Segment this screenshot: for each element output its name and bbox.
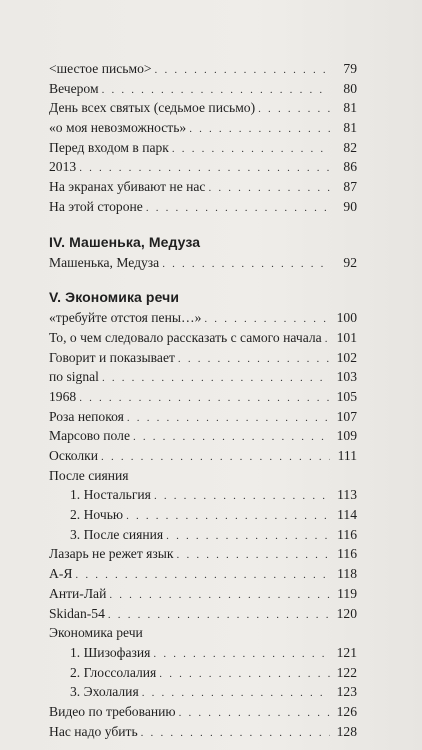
dot-leader — [258, 100, 330, 120]
toc-entry-title: Осколки — [49, 448, 99, 463]
toc-entry — [49, 328, 357, 348]
toc-entry-page-number: 120 — [336, 605, 357, 621]
dot-leader — [146, 199, 330, 219]
toc-entry — [49, 426, 357, 446]
toc-entry — [49, 59, 357, 79]
dot-leader — [109, 586, 330, 606]
toc-entry-page-number: 100 — [336, 310, 357, 326]
toc-entry — [49, 308, 357, 328]
dot-leader — [153, 645, 330, 665]
toc-entry-title: Перед входом в парк — [49, 139, 169, 155]
toc-entry — [49, 177, 357, 197]
toc-entry — [49, 118, 357, 138]
toc-entry-page-number: 81 — [343, 120, 357, 136]
toc-entry-title: На этой стороне — [49, 198, 143, 214]
toc-entry — [49, 466, 357, 486]
toc-entry-title: Skidan-54 — [49, 605, 105, 621]
toc-entry — [49, 485, 357, 505]
dot-leader — [101, 448, 330, 468]
toc-entry-page-number: 101 — [336, 329, 357, 345]
dot-leader — [166, 527, 330, 547]
toc-entry — [49, 446, 357, 466]
toc-entry-page-number: 111 — [337, 448, 357, 463]
dot-leader — [325, 330, 330, 350]
toc-entry — [49, 663, 357, 683]
toc-entry-title: На экранах убивают не нас — [49, 179, 206, 195]
toc-entry-page-number: 109 — [336, 428, 357, 444]
toc-entry-title: После сияния — [49, 467, 129, 483]
toc-entry-page-number: 102 — [336, 349, 357, 365]
toc-entry — [49, 98, 357, 118]
toc-entry-title: Роза непокоя — [49, 408, 124, 424]
toc-entry — [49, 623, 357, 643]
toc-entry — [49, 387, 357, 407]
toc-entry — [49, 604, 357, 624]
section-v-entries — [49, 308, 357, 741]
toc-entry — [49, 505, 357, 525]
toc-entry-title: Видео по требованию — [49, 703, 176, 719]
toc-entry-page-number: 107 — [336, 408, 357, 424]
toc-entry — [49, 682, 357, 702]
toc-entry-title: То, о чем следовало рассказать с самого начала — [49, 329, 322, 345]
toc-entry-page-number: 103 — [336, 369, 357, 385]
toc-entry-page-number: 90 — [343, 198, 357, 214]
dot-leader — [154, 487, 330, 507]
toc-entry — [49, 367, 357, 387]
toc-entry-page-number: 81 — [343, 100, 357, 116]
dot-leader — [133, 428, 330, 448]
toc-entry — [49, 702, 357, 722]
dot-leader — [177, 546, 330, 566]
toc-entry-title: Говорит и показывает — [49, 349, 175, 365]
dot-leader — [127, 409, 330, 429]
toc-entry-title: по signal — [49, 369, 99, 385]
toc-entry — [49, 525, 357, 545]
toc-entry — [49, 407, 357, 427]
toc-entry-page-number: 87 — [343, 179, 357, 195]
dot-leader — [162, 255, 330, 275]
toc-entry — [49, 157, 357, 177]
toc-entry — [49, 197, 357, 217]
toc-entry-page-number: 86 — [343, 159, 357, 175]
toc-entry-page-number: 113 — [337, 487, 357, 503]
toc-entry-title: 1968 — [49, 388, 77, 404]
toc-entry-title: 2. Ночью — [70, 507, 124, 523]
toc-entry-title: Марсово поле — [49, 428, 130, 444]
toc-entry-title: 3. После сияния — [70, 526, 164, 542]
dot-leader — [141, 724, 330, 744]
dot-leader — [189, 120, 330, 140]
toc-entry — [49, 253, 357, 273]
toc-entry — [49, 138, 357, 158]
toc-entry-page-number: 116 — [337, 526, 357, 542]
toc-entry — [49, 643, 357, 663]
dot-leader — [102, 369, 330, 389]
dot-leader — [178, 350, 330, 370]
toc-entry-title: «о моя невозможность» — [49, 120, 187, 136]
toc-entry-page-number: 122 — [336, 664, 357, 680]
toc-entry — [49, 79, 357, 99]
toc-entry-page-number: 116 — [337, 546, 357, 562]
dot-leader — [179, 704, 330, 724]
toc-entry-page-number: 128 — [336, 723, 357, 739]
dot-leader — [172, 140, 330, 160]
toc-entry-title: «требуйте отстоя пены…» — [49, 310, 202, 326]
section-iv-entries — [49, 253, 357, 273]
toc-entry — [49, 722, 357, 742]
toc-entry-title: Лазарь не режет язык — [49, 546, 174, 562]
dot-leader — [208, 179, 330, 199]
toc-entry-page-number: 92 — [343, 254, 357, 270]
toc-entry — [49, 544, 357, 564]
toc-entry-title: <шестое письмо> — [49, 61, 152, 76]
toc-entry-title: 2013 — [49, 159, 77, 175]
toc-entry-page-number: 118 — [337, 566, 357, 582]
toc-entry — [49, 348, 357, 368]
dot-leader — [159, 665, 330, 685]
toc-entry-title: Нас надо убить — [49, 723, 138, 739]
toc-entry-title: А-Я — [49, 566, 73, 582]
toc-entry-title: Машенька, Медуза — [49, 254, 160, 270]
toc-entry-page-number: 121 — [336, 644, 357, 660]
table-of-contents — [49, 59, 357, 741]
section-heading-v: V. Экономика речи — [49, 289, 180, 306]
dot-leader — [75, 566, 330, 586]
toc-entry-page-number: 119 — [337, 585, 357, 601]
section-heading-iv: IV. Машенька, Медуза — [49, 233, 201, 250]
toc-entry-title: Экономика речи — [49, 625, 143, 641]
toc-entry-title: Вечером — [49, 80, 99, 96]
toc-entry-page-number: 114 — [337, 507, 357, 523]
toc-entry-page-number: 105 — [336, 388, 357, 404]
toc-entry-title: 2. Глоссолалия — [70, 664, 157, 680]
toc-entry — [49, 564, 357, 584]
toc-entry-title: День всех святых (седьмое письмо) — [49, 100, 256, 116]
toc-entry-page-number: 126 — [336, 703, 357, 719]
toc-entry-title: 3. Эхолалия — [70, 684, 139, 700]
toc-entry-page-number: 80 — [343, 80, 357, 96]
dot-leader — [155, 61, 330, 81]
toc-entry — [49, 584, 357, 604]
toc-entry-title: 1. Шизофазия — [70, 644, 151, 660]
toc-entry-title: Анти-Лай — [49, 585, 107, 601]
section-iii-tail — [49, 59, 357, 217]
toc-entry-title: 1. Ностальгия — [70, 487, 151, 503]
toc-entry-page-number: 79 — [343, 61, 357, 76]
toc-entry-page-number: 123 — [336, 684, 357, 700]
toc-entry-page-number: 82 — [343, 139, 357, 155]
